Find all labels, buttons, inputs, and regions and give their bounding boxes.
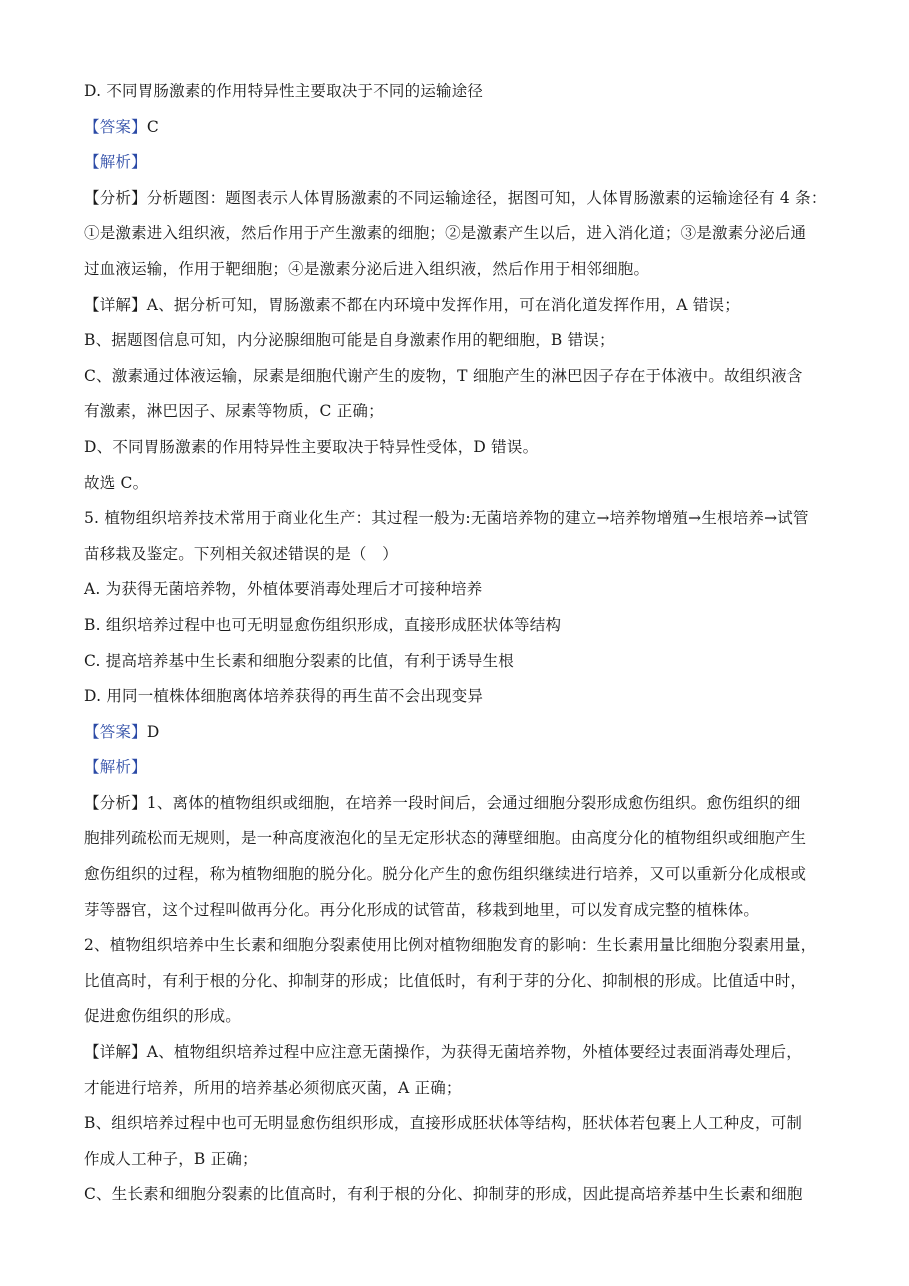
answer-tag: 【答案】 <box>84 117 147 136</box>
text-line: 过血液运输，作用于靶细胞；④是激素分泌后进入组织液，然后作用于相邻细胞。 <box>84 259 650 278</box>
text-line: 2、植物组织培养中生长素和细胞分裂素使用比例对植物细胞发育的影响：生长素用量比细胞分裂素用量， <box>84 936 817 955</box>
analysis-tag: 【解析】 <box>84 758 147 777</box>
text-line: 愈伤组织的过程，称为植物细胞的脱分化。脱分化产生的愈伤组织继续进行培养，又可以重新分化成根或 <box>84 865 807 884</box>
text-line: C、生长素和细胞分裂素的比值高时，有利于根的分化、抑制芽的形成，因此提高培养基中生长素和细胞 <box>84 1185 803 1204</box>
text-line: 故选 C。 <box>84 473 149 492</box>
answer-line: 【答案】C <box>84 117 159 136</box>
answer-line: 【答案】D <box>84 722 160 741</box>
document-page <box>84 74 829 1213</box>
text-line: ①是激素进入组织液，然后作用于产生激素的细胞；②是激素产生以后，进入消化道；③是激素分泌后通 <box>84 224 807 243</box>
text-line: 有激素，淋巴因子、尿素等物质，C 正确； <box>84 402 384 421</box>
text-line: D、不同胃肠激素的作用特异性主要取决于特异性受体，D 错误。 <box>84 437 539 456</box>
text-line: 【详解】A、据分析可知，胃肠激素不都在内环境中发挥作用，可在消化道发挥作用，A 错误； <box>84 295 740 314</box>
analysis-heading <box>84 145 829 181</box>
option-a: A. 为获得无菌培养物，外植体要消毒处理后才可接种培养 <box>84 580 483 599</box>
text-line: 【详解】A、植物组织培养过程中应注意无菌操作，为获得无菌培养物，外植体要经过表面消毒处理后， <box>84 1043 802 1062</box>
text-line: B、据题图信息可知，内分泌腺细胞可能是自身激素作用的靶细胞，B 错误； <box>84 331 615 350</box>
text-line: 【分析】1、离体的植物组织或细胞，在培养一段时间后，会通过细胞分裂形成愈伤组织。愈伤组织的细 <box>84 793 801 812</box>
analysis-tag: 【解析】 <box>84 153 147 172</box>
text-line: 【分析】分析题图：题图表示人体胃肠激素的不同运输途径，据图可知，人体胃肠激素的运输途径有 4 条： <box>84 188 827 207</box>
option-d: D. 用同一植株体细胞离体培养获得的再生苗不会出现变异 <box>84 687 484 706</box>
text-line: C、激素通过体液运输，尿素是细胞代谢产生的废物，T 细胞产生的淋巴因子存在于体液中。故组织液含 <box>84 366 803 385</box>
question-stem: 5. 植物组织培养技术常用于商业化生产：其过程一般为:无菌培养物的建立→培养物增殖→生根培养→试管 <box>84 509 809 528</box>
text-line: 胞排列疏松而无规则，是一种高度液泡化的呈无定形状态的薄壁细胞。由高度分化的植物组织或细胞产生 <box>84 829 807 848</box>
question-stem: 苗移栽及鉴定。下列相关叙述错误的是（ ） <box>84 544 399 563</box>
text-line: B、组织培养过程中也可无明显愈伤组织形成，直接形成胚状体等结构，胚状体若包裹上人工种皮，可制 <box>84 1114 803 1133</box>
text-line: 芽等器官，这个过程叫做再分化。再分化形成的试管苗，移栽到地里，可以发育成完整的植株体。 <box>84 900 760 919</box>
text-line: D. 不同胃肠激素的作用特异性主要取决于不同的运输途径 <box>84 82 484 100</box>
option-b: B. 组织培养过程中也可无明显愈伤组织形成，直接形成胚状体等结构 <box>84 615 562 634</box>
option-c: C. 提高培养基中生长素和细胞分裂素的比值，有利于诱导生根 <box>84 651 514 670</box>
analysis-heading <box>84 750 829 786</box>
text-line: 比值高时，有利于根的分化、抑制芽的形成；比值低时，有利于芽的分化、抑制根的形成。比值适中时， <box>84 971 807 990</box>
answer-tag: 【答案】 <box>84 722 147 741</box>
text-line: 作成人工种子，B 正确； <box>84 1149 258 1168</box>
text-line: 促进愈伤组织的形成。 <box>84 1007 242 1026</box>
text-line: 才能进行培养，所用的培养基必须彻底灭菌，A 正确； <box>84 1078 462 1097</box>
